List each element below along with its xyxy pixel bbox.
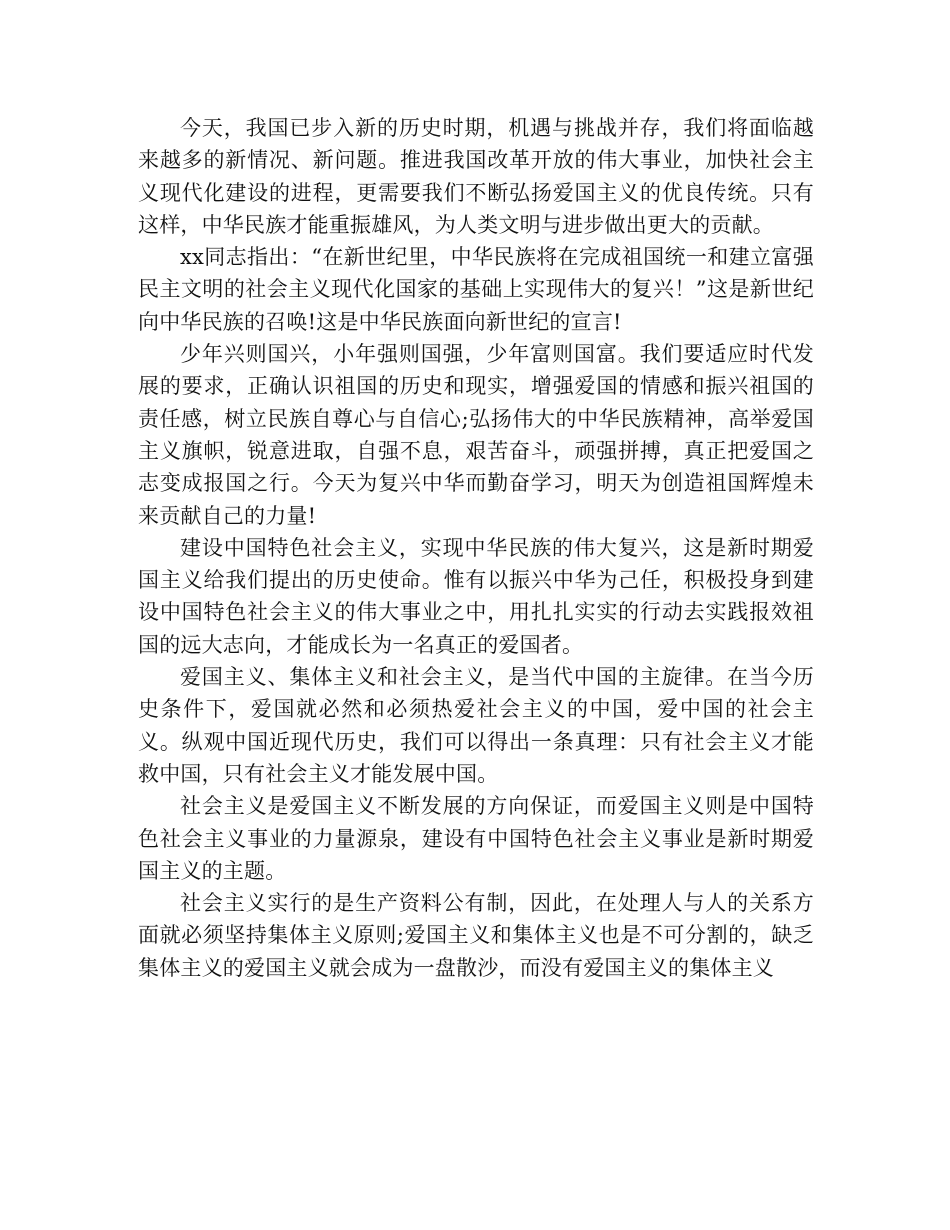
paragraph-7: 社会主义实行的是生产资料公有制，因此，在处理人与人的关系方面就必须坚持集体主义原则;爱国主义和集体主义也是不可分割的，缺乏集体主义的爱国主义就会成为一盘散沙，而没有爱国主义的集体主义: [138, 891, 814, 980]
paragraph-4: 建设中国特色社会主义，实现中华民族的伟大复兴，这是新时期爱国主义给我们提出的历史使命。惟有以振兴中华为己任，积极投身到建设中国特色社会主义的伟大事业之中，用扎扎实实的行动去实践报效祖国的远大志向，才能成长为一名真正的爱国者。: [138, 535, 814, 657]
document-body: [138, 112, 814, 984]
paragraph-5: 爱国主义、集体主义和社会主义，是当代中国的主旋律。在当今历史条件下，爱国就必然和必须热爱社会主义的中国，爱中国的社会主义。纵观中国近现代历史，我们可以得出一条真理：只有社会主义才能救中国，只有社会主义才能发展中国。: [138, 665, 814, 786]
paragraph-2: xx同志指出：“在新世纪里，中华民族将在完成祖国统一和建立富强民主文明的社会主义现代化国家的基础上实现伟大的复兴！”这是新世纪向中华民族的召唤!这是中华民族面向新世纪的宣言!: [138, 245, 814, 334]
paragraph-6: 社会主义是爱国主义不断发展的方向保证，而爱国主义则是中国特色社会主义事业的力量源泉，建设有中国特色社会主义事业是新时期爱国主义的主题。: [138, 794, 814, 883]
paragraph-1: 今天，我国已步入新的历史时期，机遇与挑战并存，我们将面临越来越多的新情况、新问题。推进我国改革开放的伟大事业，加快社会主义现代化建设的进程，更需要我们不断弘扬爱国主义的优良传统。只有这样，中华民族才能重振雄风，为人类文明与进步做出更大的贡献。: [138, 116, 814, 237]
paragraph-3: 少年兴则国兴，小年强则国强，少年富则国富。我们要适应时代发展的要求，正确认识祖国的历史和现实，增强爱国的情感和振兴祖国的责任感，树立民族自尊心与自信心;弘扬伟大的中华民族精神，高举爱国主义旗帜，锐意进取，自强不息，艰苦奋斗，顽强拼搏，真正把爱国之志变成报国之行。今天为复兴中华而勤奋学习，明天为创造祖国辉煌未来贡献自己的力量!: [138, 342, 814, 528]
